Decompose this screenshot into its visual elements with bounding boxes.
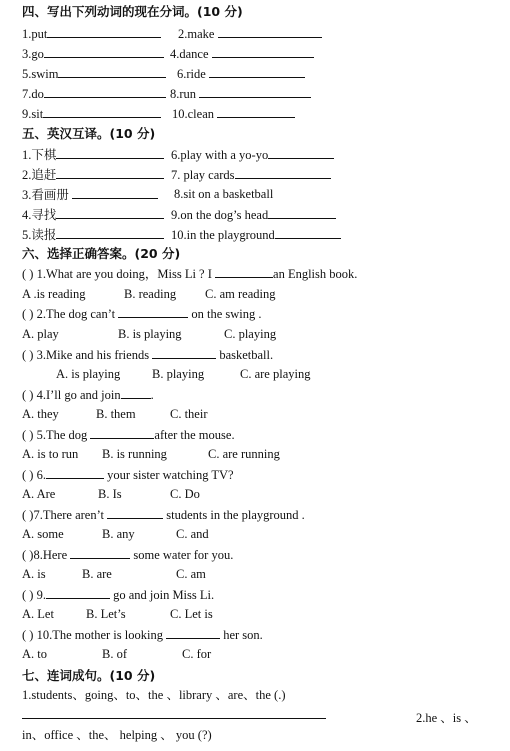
question-text: ( ) 5.The dog (22, 428, 91, 442)
option-c[interactable]: C. for (182, 647, 212, 661)
s4-item-1 (22, 26, 161, 42)
option-c[interactable]: C. Let is (170, 607, 213, 621)
s4-item-2 (178, 26, 322, 42)
option-b[interactable]: B. of (102, 647, 127, 661)
s4-item-label: 5.swim (22, 67, 59, 81)
section-4-title: 四、写出下列动词的现在分词。(10 分) (22, 4, 243, 19)
option-b[interactable]: B. is playing (118, 327, 182, 341)
s4-item-label: 4.dance (170, 47, 209, 61)
answer-blank[interactable] (217, 106, 295, 118)
answer-blank[interactable] (275, 227, 341, 239)
mc-question-4 (22, 387, 154, 403)
question-text: basketball. (216, 348, 274, 362)
section-6-title: 六、选择正确答案。(20 分) (22, 246, 181, 261)
option-a[interactable]: A. some (22, 527, 64, 541)
option-b[interactable]: B. is running (102, 447, 167, 461)
mc-question-7 (22, 507, 305, 523)
answer-blank[interactable] (46, 467, 104, 479)
s5-item-label: 2.追赶 (22, 168, 57, 182)
s7-question-1: 1.students、going、to、the 、library 、are、the (.) (22, 688, 286, 702)
answer-blank[interactable] (235, 167, 331, 179)
question-text: ( )7.There aren’t (22, 508, 108, 522)
s4-item-label: 9.sit (22, 107, 44, 121)
option-a[interactable]: A. Let (22, 607, 54, 621)
s4-item-8 (170, 86, 311, 102)
question-text: some water for you. (130, 548, 234, 562)
question-text: ( )8.Here (22, 548, 71, 562)
s5-item-9 (171, 207, 336, 223)
question-text: ( ) 3.Mike and his friends (22, 348, 153, 362)
s4-item-label: 10.clean (172, 107, 214, 121)
answer-blank[interactable] (121, 387, 151, 399)
answer-blank[interactable] (56, 167, 164, 179)
answer-blank[interactable] (44, 46, 164, 58)
question-text: ( ) 10.The mother is looking (22, 628, 167, 642)
s5-item-label: 4.寻找 (22, 208, 57, 222)
s5-item-6 (171, 147, 334, 163)
question-text: ( ) 1.What are you doing，Miss Li ? I (22, 267, 216, 281)
s5-item-label: 1.下棋 (22, 148, 57, 162)
option-b[interactable]: B. them (96, 407, 136, 421)
s7-question-2-words: in、office 、the、 helping 、 you (?) (22, 728, 212, 742)
answer-blank[interactable] (107, 507, 163, 519)
question-text: ( ) 6. (22, 468, 46, 482)
question-text: go and join Miss Li. (109, 588, 215, 602)
s5-item-1 (22, 147, 164, 163)
s4-item-10 (172, 106, 295, 122)
s5-item-label: 8.sit on a basketball (174, 187, 274, 201)
option-b[interactable]: B. any (102, 527, 135, 541)
s5-item-4 (22, 207, 164, 223)
option-a[interactable]: A. is to run (22, 447, 79, 461)
question-text: ( ) 9. (22, 588, 46, 602)
option-a[interactable]: A. play (22, 327, 59, 341)
option-c[interactable]: C. and (176, 527, 209, 541)
mc-question-5 (22, 427, 235, 443)
s5-item-label: 9.on the dog’s head (171, 208, 269, 222)
s4-item-9 (22, 106, 161, 122)
s4-item-7 (22, 86, 166, 102)
s5-item-label: 6.play with a yo-yo (171, 148, 269, 162)
answer-blank[interactable] (215, 266, 273, 278)
option-c[interactable]: C. Do (170, 487, 200, 501)
question-text: ( ) 4.I’ll go and join (22, 388, 121, 402)
answer-blank[interactable] (43, 106, 161, 118)
mc-question-10 (22, 627, 263, 643)
mc-question-9 (22, 587, 214, 603)
s7-question-2-start: 2.he 、is 、 (416, 711, 477, 725)
answer-blank[interactable] (199, 86, 311, 98)
s5-item-label: 3.看画册 (22, 188, 69, 202)
answer-blank[interactable] (166, 627, 220, 639)
answer-blank[interactable] (218, 26, 322, 38)
option-a[interactable]: A. they (22, 407, 59, 421)
answer-blank[interactable] (152, 347, 216, 359)
s4-item-label: 3.go (22, 47, 44, 61)
answer-blank[interactable] (72, 187, 158, 199)
s4-item-6 (177, 66, 305, 82)
option-c[interactable]: C. are playing (240, 367, 311, 381)
s5-item-label: 10.in the playground (171, 228, 275, 242)
option-b[interactable]: B. Is (98, 487, 122, 501)
s5-item-label: 5.读报 (22, 228, 57, 242)
s4-item-label: 8.run (170, 87, 197, 101)
s5-item-2 (22, 167, 164, 183)
answer-blank[interactable] (268, 207, 336, 219)
question-text: ( ) 2.The dog can’t (22, 307, 119, 321)
answer-blank[interactable] (212, 46, 314, 58)
s5-item-10 (171, 227, 341, 243)
question-text: her son. (220, 628, 263, 642)
option-a[interactable]: A. is playing (56, 367, 121, 381)
mc-question-3 (22, 347, 273, 363)
answer-blank[interactable] (46, 587, 110, 599)
s4-item-label: 6.ride (177, 67, 206, 81)
option-a[interactable]: A .is reading (22, 287, 86, 301)
section-7-title: 七、连词成句。(10 分) (22, 668, 156, 683)
question-text: students in the playground . (163, 508, 305, 522)
answer-blank[interactable] (70, 547, 130, 559)
option-c[interactable]: C. their (170, 407, 208, 421)
option-c[interactable]: C. playing (224, 327, 277, 341)
s5-item-5 (22, 227, 164, 243)
answer-blank[interactable] (56, 207, 164, 219)
section-5-title: 五、英汉互译。(10 分) (22, 126, 156, 141)
answer-line[interactable] (22, 718, 326, 719)
answer-blank[interactable] (56, 227, 164, 239)
answer-blank[interactable] (47, 26, 161, 38)
s4-item-label: 1.put (22, 27, 48, 41)
option-b[interactable]: B. playing (152, 367, 205, 381)
answer-blank[interactable] (118, 306, 188, 318)
answer-blank[interactable] (58, 66, 166, 78)
option-b[interactable]: B. Let’s (86, 607, 126, 621)
answer-blank[interactable] (56, 147, 164, 159)
mc-question-1 (22, 266, 357, 282)
mc-question-2 (22, 306, 262, 322)
question-text: your sister watching TV? (103, 468, 234, 482)
answer-blank[interactable] (268, 147, 334, 159)
option-b[interactable]: B. are (82, 567, 112, 581)
mc-question-6 (22, 467, 234, 483)
option-b[interactable]: B. reading (124, 287, 177, 301)
option-a[interactable]: A. is (22, 567, 46, 581)
option-c[interactable]: C. am (176, 567, 206, 581)
answer-blank[interactable] (90, 427, 154, 439)
s4-item-5 (22, 66, 166, 82)
option-a[interactable]: A. Are (22, 487, 56, 501)
question-text: an English book. (273, 267, 358, 281)
s5-item-7 (171, 167, 331, 183)
mc-question-8 (22, 547, 233, 563)
s5-item-label: 7. play cards (171, 168, 235, 182)
question-text: on the swing . (188, 307, 262, 321)
s4-item-3 (22, 46, 164, 62)
question-text: after the mouse. (154, 428, 235, 442)
s5-item-8 (174, 187, 273, 202)
s5-item-3 (22, 187, 158, 203)
option-c[interactable]: C. are running (208, 447, 280, 461)
option-a[interactable]: A. to (22, 647, 47, 661)
s4-item-label: 7.do (22, 87, 44, 101)
s4-item-label: 2.make (178, 27, 215, 41)
s4-item-4 (170, 46, 314, 62)
question-text: . (150, 388, 154, 402)
option-c[interactable]: C. am reading (205, 287, 276, 301)
answer-blank[interactable] (209, 66, 305, 78)
answer-blank[interactable] (44, 86, 166, 98)
